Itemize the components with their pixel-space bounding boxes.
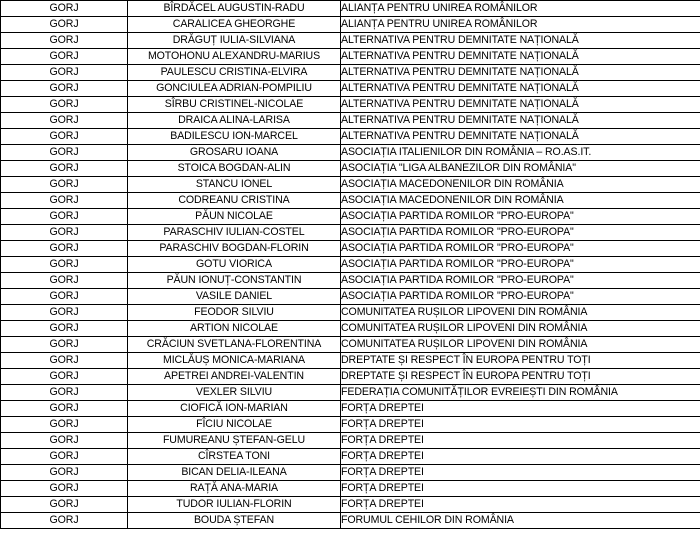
candidate-name-cell: RAȚĂ ANA-MARIA xyxy=(128,481,341,497)
county-cell: GORJ xyxy=(1,273,128,289)
candidate-name-cell: BOUDA ȘTEFAN xyxy=(128,513,341,529)
party-cell: ALTERNATIVA PENTRU DEMNITATE NAȚIONALĂ xyxy=(341,97,700,113)
table-row xyxy=(1,257,700,273)
party-cell: ALTERNATIVA PENTRU DEMNITATE NAȚIONALĂ xyxy=(341,113,700,129)
county-cell: GORJ xyxy=(1,513,128,529)
party-cell: FORȚA DREPTEI xyxy=(341,417,700,433)
party-cell: ASOCIAȚIA ITALIENILOR DIN ROMÂNIA – RO.AS.IT. xyxy=(341,145,700,161)
table-row xyxy=(1,465,700,481)
party-cell: ASOCIAȚIA "LIGA ALBANEZILOR DIN ROMÂNIA" xyxy=(341,161,700,177)
candidate-name-cell: SÎRBU CRISTINEL-NICOLAE xyxy=(128,97,341,113)
party-cell: ALTERNATIVA PENTRU DEMNITATE NAȚIONALĂ xyxy=(341,129,700,145)
table-row xyxy=(1,17,700,33)
candidate-name-cell: CODREANU CRISTINA xyxy=(128,193,341,209)
party-cell: FORȚA DREPTEI xyxy=(341,465,700,481)
candidate-name-cell: ARTION NICOLAE xyxy=(128,321,341,337)
county-cell: GORJ xyxy=(1,129,128,145)
table-row xyxy=(1,305,700,321)
candidate-name-cell: CARALICEA GHEORGHE xyxy=(128,17,341,33)
party-cell: ALTERNATIVA PENTRU DEMNITATE NAȚIONALĂ xyxy=(341,65,700,81)
table-row xyxy=(1,1,700,17)
table-row xyxy=(1,449,700,465)
county-cell: GORJ xyxy=(1,65,128,81)
party-cell: ASOCIAȚIA PARTIDA ROMILOR "PRO-EUROPA" xyxy=(341,225,700,241)
table-row xyxy=(1,81,700,97)
candidate-name-cell: APETREI ANDREI-VALENTIN xyxy=(128,369,341,385)
party-cell: ALTERNATIVA PENTRU DEMNITATE NAȚIONALĂ xyxy=(341,33,700,49)
county-cell: GORJ xyxy=(1,113,128,129)
county-cell: GORJ xyxy=(1,353,128,369)
county-cell: GORJ xyxy=(1,17,128,33)
county-cell: GORJ xyxy=(1,145,128,161)
table-row xyxy=(1,65,700,81)
party-cell: ALTERNATIVA PENTRU DEMNITATE NAȚIONALĂ xyxy=(341,81,700,97)
party-cell: FORȚA DREPTEI xyxy=(341,433,700,449)
table-row xyxy=(1,289,700,305)
candidate-name-cell: BICAN DELIA-ILEANA xyxy=(128,465,341,481)
county-cell: GORJ xyxy=(1,401,128,417)
county-cell: GORJ xyxy=(1,1,128,17)
table-row xyxy=(1,433,700,449)
table-row xyxy=(1,353,700,369)
county-cell: GORJ xyxy=(1,177,128,193)
table-row xyxy=(1,273,700,289)
candidate-name-cell: MOTOHONU ALEXANDRU-MARIUS xyxy=(128,49,341,65)
county-cell: GORJ xyxy=(1,241,128,257)
candidate-name-cell: CIOFICĂ ION-MARIAN xyxy=(128,401,341,417)
county-cell: GORJ xyxy=(1,433,128,449)
candidate-name-cell: PAULESCU CRISTINA-ELVIRA xyxy=(128,65,341,81)
table-row xyxy=(1,97,700,113)
candidate-name-cell: GROSARU IOANA xyxy=(128,145,341,161)
candidate-name-cell: VASILE DANIEL xyxy=(128,289,341,305)
table-row xyxy=(1,337,700,353)
candidate-name-cell: VEXLER SILVIU xyxy=(128,385,341,401)
county-cell: GORJ xyxy=(1,465,128,481)
party-cell: COMUNITATEA RUȘILOR LIPOVENI DIN ROMÂNIA xyxy=(341,305,700,321)
candidate-name-cell: GOTU VIORICA xyxy=(128,257,341,273)
party-cell: ASOCIAȚIA MACEDONENILOR DIN ROMÂNIA xyxy=(341,177,700,193)
candidate-name-cell: TUDOR IULIAN-FLORIN xyxy=(128,497,341,513)
party-cell: FORȚA DREPTEI xyxy=(341,481,700,497)
candidate-name-cell: DRĂGUȚ IULIA-SILVIANA xyxy=(128,33,341,49)
county-cell: GORJ xyxy=(1,481,128,497)
party-cell: ASOCIAȚIA PARTIDA ROMILOR "PRO-EUROPA" xyxy=(341,273,700,289)
county-cell: GORJ xyxy=(1,193,128,209)
candidate-name-cell: PĂUN IONUȚ-CONSTANTIN xyxy=(128,273,341,289)
party-cell: COMUNITATEA RUȘILOR LIPOVENI DIN ROMÂNIA xyxy=(341,337,700,353)
party-cell: ASOCIAȚIA PARTIDA ROMILOR "PRO-EUROPA" xyxy=(341,209,700,225)
candidate-name-cell: FEODOR SILVIU xyxy=(128,305,341,321)
party-cell: ALTERNATIVA PENTRU DEMNITATE NAȚIONALĂ xyxy=(341,49,700,65)
table-row xyxy=(1,33,700,49)
candidate-name-cell: BÎRDĂCEL AUGUSTIN-RADU xyxy=(128,1,341,17)
county-cell: GORJ xyxy=(1,49,128,65)
table-row xyxy=(1,113,700,129)
county-cell: GORJ xyxy=(1,385,128,401)
party-cell: COMUNITATEA RUȘILOR LIPOVENI DIN ROMÂNIA xyxy=(341,321,700,337)
party-cell: ALIANȚA PENTRU UNIREA ROMÂNILOR xyxy=(341,1,700,17)
candidate-name-cell: PARASCHIV IULIAN-COSTEL xyxy=(128,225,341,241)
table-row xyxy=(1,369,700,385)
candidate-name-cell: FUMUREANU ȘTEFAN-GELU xyxy=(128,433,341,449)
candidate-name-cell: CRĂCIUN SVETLANA-FLORENTINA xyxy=(128,337,341,353)
county-cell: GORJ xyxy=(1,161,128,177)
table-row xyxy=(1,225,700,241)
party-cell: ASOCIAȚIA MACEDONENILOR DIN ROMÂNIA xyxy=(341,193,700,209)
party-cell: ALIANȚA PENTRU UNIREA ROMÂNILOR xyxy=(341,17,700,33)
table-row xyxy=(1,177,700,193)
candidate-name-cell: STANCU IONEL xyxy=(128,177,341,193)
party-cell: ASOCIAȚIA PARTIDA ROMILOR "PRO-EUROPA" xyxy=(341,257,700,273)
table-row xyxy=(1,321,700,337)
party-cell: ASOCIAȚIA PARTIDA ROMILOR "PRO-EUROPA" xyxy=(341,241,700,257)
county-cell: GORJ xyxy=(1,97,128,113)
candidate-name-cell: PARASCHIV BOGDAN-FLORIN xyxy=(128,241,341,257)
candidate-name-cell: FÎCIU NICOLAE xyxy=(128,417,341,433)
candidate-name-cell: GONCIULEA ADRIAN-POMPILIU xyxy=(128,81,341,97)
table-row xyxy=(1,193,700,209)
table-row xyxy=(1,385,700,401)
candidate-name-cell: STOICA BOGDAN-ALIN xyxy=(128,161,341,177)
county-cell: GORJ xyxy=(1,33,128,49)
table-row xyxy=(1,481,700,497)
table-row xyxy=(1,161,700,177)
table-row xyxy=(1,145,700,161)
county-cell: GORJ xyxy=(1,369,128,385)
county-cell: GORJ xyxy=(1,81,128,97)
candidate-name-cell: DRAICA ALINA-LARISA xyxy=(128,113,341,129)
table-row xyxy=(1,401,700,417)
candidates-table-body xyxy=(1,1,700,529)
county-cell: GORJ xyxy=(1,225,128,241)
county-cell: GORJ xyxy=(1,449,128,465)
candidate-name-cell: CÎRSTEA TONI xyxy=(128,449,341,465)
table-row xyxy=(1,241,700,257)
county-cell: GORJ xyxy=(1,417,128,433)
county-cell: GORJ xyxy=(1,321,128,337)
table-row xyxy=(1,497,700,513)
party-cell: FORȚA DREPTEI xyxy=(341,497,700,513)
party-cell: DREPTATE ȘI RESPECT ÎN EUROPA PENTRU TOȚI xyxy=(341,369,700,385)
party-cell: FEDERAȚIA COMUNITĂȚILOR EVREIEȘTI DIN ROMÂNIA xyxy=(341,385,700,401)
party-cell: DREPTATE ȘI RESPECT ÎN EUROPA PENTRU TOȚI xyxy=(341,353,700,369)
table-row xyxy=(1,513,700,529)
county-cell: GORJ xyxy=(1,497,128,513)
table-row xyxy=(1,49,700,65)
party-cell: FORUMUL CEHILOR DIN ROMÂNIA xyxy=(341,513,700,529)
table-row xyxy=(1,129,700,145)
party-cell: ASOCIAȚIA PARTIDA ROMILOR "PRO-EUROPA" xyxy=(341,289,700,305)
county-cell: GORJ xyxy=(1,289,128,305)
county-cell: GORJ xyxy=(1,305,128,321)
county-cell: GORJ xyxy=(1,257,128,273)
county-cell: GORJ xyxy=(1,337,128,353)
candidate-name-cell: MICLĂUȘ MONICA-MARIANA xyxy=(128,353,341,369)
table-row xyxy=(1,417,700,433)
candidate-name-cell: BADILESCU ION-MARCEL xyxy=(128,129,341,145)
candidate-name-cell: PĂUN NICOLAE xyxy=(128,209,341,225)
party-cell: FORȚA DREPTEI xyxy=(341,401,700,417)
county-cell: GORJ xyxy=(1,209,128,225)
table-row xyxy=(1,209,700,225)
party-cell: FORȚA DREPTEI xyxy=(341,449,700,465)
